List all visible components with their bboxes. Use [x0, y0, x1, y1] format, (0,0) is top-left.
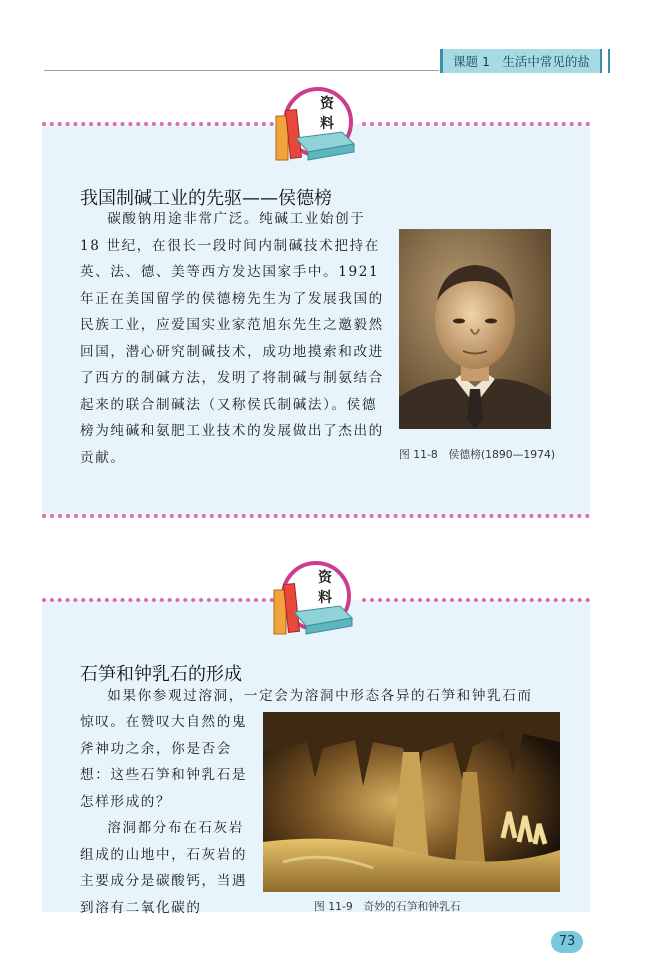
cave-photo: [263, 712, 560, 892]
section-title: 我国制碱工业的先驱——侯德榜: [80, 188, 332, 209]
dotted-border-top: [362, 598, 590, 602]
section-title: 石笋和钟乳石的形成: [80, 664, 242, 685]
section-body: [80, 206, 388, 471]
header-decoration: [600, 49, 610, 73]
reference-books-icon: [272, 560, 356, 640]
page-number: 73: [551, 931, 583, 953]
intro-line: [80, 683, 580, 710]
dotted-border-top: [42, 122, 274, 126]
reference-books-icon: [274, 86, 358, 166]
dotted-border-bottom: [42, 514, 590, 518]
paragraph: 惊叹。在赞叹大自然的鬼斧神功之余，你是否会想：这些石笋和钟乳石是怎样形成的？: [80, 714, 248, 810]
chapter-header-tab: [440, 49, 601, 73]
dotted-border-top: [362, 122, 590, 126]
paragraph: 如果你参观过溶洞，一定会为溶洞中形态各异的石笋和钟乳石而: [107, 688, 533, 704]
paragraph: 碳酸钠用途非常广泛。纯碱工业始创于 18 世纪，在很长一段时间内制碱技术把持在英、法、德、美等西方发达国家手中。1921 年正在美国留学的侯德榜先生为了发展我国的民族工业，应爱国实业家范旭东先生之邀毅然回国，潜心研究制碱技术，成功地摸索和改进了西方的制碱方法，发明了将制碱与制氨结合起来的联合制碱法（又称侯氏制碱法）。侯德榜为纯碱和氨肥工业技术的发展做出了杰出的贡献。: [80, 211, 384, 466]
section-body: [80, 709, 248, 921]
badge-char-bottom: 料: [318, 590, 332, 606]
figure-caption: 图 11-8 侯德榜(1890—1974): [399, 448, 556, 461]
chapter-title: 课题 1 生活中常见的盐: [453, 54, 590, 69]
header-rule: [44, 70, 439, 71]
figure-caption: 图 11-9 奇妙的石笋和钟乳石: [314, 900, 461, 913]
portrait-photo: [399, 229, 551, 429]
paragraph: 溶洞都分布在石灰岩组成的山地中，石灰岩的主要成分是碳酸钙，当遇到溶有二氧化碳的: [80, 820, 248, 916]
dotted-border-top: [42, 598, 274, 602]
badge-char-top: 资: [320, 96, 334, 112]
badge-char-top: 资: [318, 570, 332, 586]
badge-char-bottom: 料: [320, 116, 334, 132]
